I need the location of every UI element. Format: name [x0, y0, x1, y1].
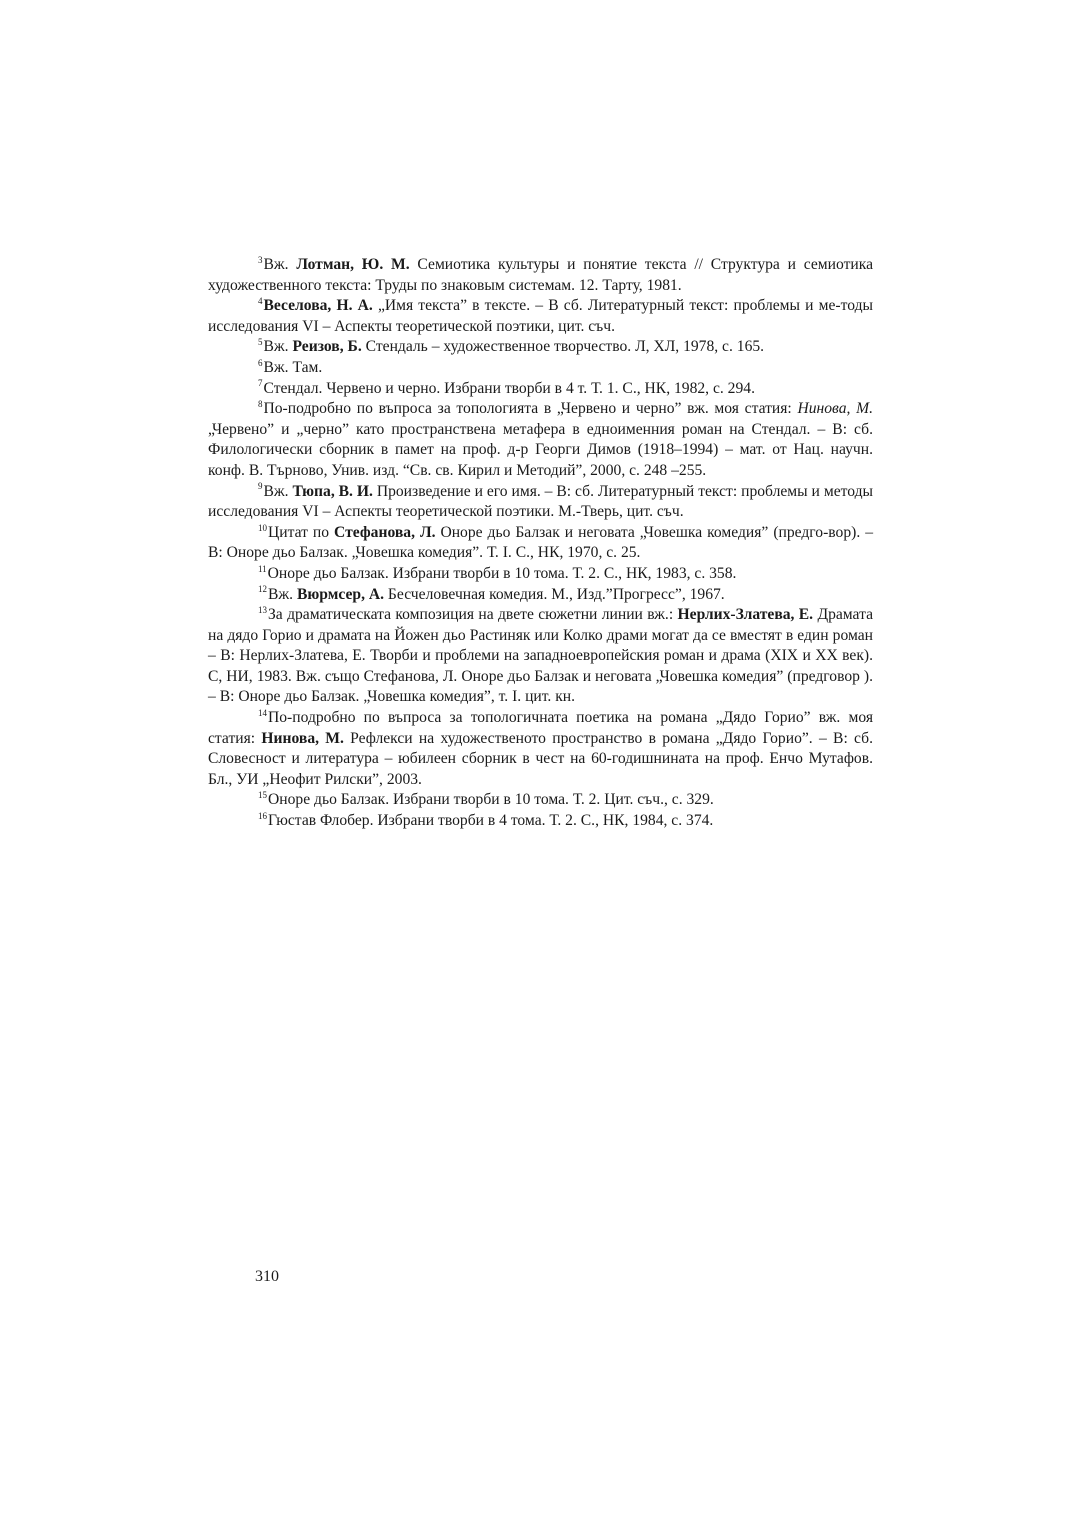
footnote-text: Вж.: [268, 585, 297, 603]
footnote-text: Бесчеловечная комедия. М., Изд.”Прогресс”, 1967.: [384, 585, 725, 603]
footnote-text: Оноре дьо Балзак. Избрани творби в 10 тома. Т. 2. С., НК, 1983, с. 358.: [267, 564, 737, 582]
footnote-text: Семиотика культуры и понятие текста // Структура и семиотика художественного текста: Труды по знаковым системам. 12. Тарту, 1981.: [208, 256, 873, 294]
footnote-text: Вж.: [263, 482, 293, 500]
footnote-text: По-подробно по въпроса за топологичната поетика на романа „Дядо Горио” вж. моя статия:: [208, 709, 873, 747]
footnote-text: Стендал. Червено и черно. Избрани творби в 4 т. Т. 1. С., НК, 1982, с. 294.: [263, 379, 755, 397]
footnote: [208, 708, 873, 790]
footnote-text: Оноре дьо Балзак и неговата „Човешка комедия” (предго-вор). – В: Оноре дьо Балзак. „Човешка комедия”. Т. I. С., НК, 1970, с. 25.: [208, 523, 874, 562]
footnote-number: 16: [258, 810, 267, 821]
footnote: [208, 255, 873, 296]
footnote-number: 4: [258, 296, 263, 306]
footnote-number: 5: [258, 337, 263, 348]
footnote-text: По-подробно по въпроса за топологията в „Червено и черно” вж. моя статия:: [263, 400, 798, 418]
footnote-author: Веселова, Н. А.: [263, 297, 373, 315]
footnote-text: Драмата на дядо Горио и драмата на Йожен дьо Растиняк или Колко драми могат да се вместят в един роман – В: Нерлих-Златева, Е. Творби и проблеми на западноевропейския роман и драма (XIX и XX век). С, НИ, 1983. Вж. също Стефанова, Л. Оноре дьо Балзак и неговата „Човешка комедия” (предговор ). – В: Оноре дьо Балзак. „Човешка комедия”, т. I. цит. кн.: [208, 606, 874, 706]
footnote: [208, 523, 873, 564]
footnote: [208, 564, 873, 585]
footnote-text: Вж.: [263, 256, 297, 273]
footnote-text: Рефлекси на художественото пространство в романа „Дядо Горио”. – В: сб. Словесност и литература – юбилеен сборник в чест на 60-годишнината на проф. Енчо Мутафов. Бл., УИ „Неофит Рилски”, 2003.: [208, 729, 873, 788]
footnote-text: За драматическата композиция на двете сюжетни линии вж.:: [268, 606, 678, 624]
footnote-text: „Червено” и „черно” като пространствена метафера в едноименния роман на Стендал. – В: сб. Филологически сборник в памет на проф. д-р Георги Димов (1918–1994) – мат. от Нац. научн. конф. В. Търново, Унив. изд. “Св. св. Кирил и Методий”, 2000, с. 248 –255.: [208, 420, 873, 479]
footnote-number: 15: [258, 790, 267, 801]
footnote: [208, 811, 873, 832]
footnote-author: Стефанова, Л.: [334, 523, 436, 541]
footnote-number: 11: [258, 563, 267, 574]
footnote-italic: Нинова, М.: [797, 400, 873, 418]
footnote-number: 10: [258, 522, 267, 533]
footnote-number: 13: [258, 604, 267, 615]
footnote-text: „Имя текста” в тексте. – В сб. Литературный текст: проблемы и ме-тоды исследования VI – Аспекты теоретической поэтики, цит. съч.: [208, 297, 873, 335]
footnote: [208, 296, 873, 337]
footnote-number: 3: [258, 254, 263, 265]
footnote-number: 6: [258, 357, 263, 368]
footnote: [208, 337, 873, 358]
footnote: [208, 790, 873, 811]
footnote-author: Лотман, Ю. М.: [296, 256, 410, 273]
footnote-number: 9: [258, 481, 263, 492]
footnote: [208, 482, 873, 523]
footnote: [208, 358, 873, 379]
footnote-text: Стендаль – художественное творчество. Л, ХЛ, 1978, с. 165.: [361, 338, 765, 356]
footnote-number: 12: [258, 584, 267, 595]
footnote-number: 8: [258, 398, 263, 409]
footnote-text: Вж. Там.: [263, 358, 323, 376]
footnote-text: Произведение и его имя. – В: сб. Литературный текст: проблемы и методы исследования VI – Аспекты теоретической поэтики. М.-Тверь, цит. съч.: [208, 482, 873, 521]
footnote: [208, 399, 873, 481]
footnote: [208, 585, 873, 606]
footnote: [208, 379, 873, 400]
footnote-author: Вюрмсер, А.: [296, 585, 385, 603]
footnote-text: Оноре дьо Балзак. Избрани творби в 10 тома. Т. 2. Цит. съч., с. 329.: [268, 791, 714, 809]
footnote-author: Нинова, М.: [261, 729, 344, 747]
page-number: 310: [255, 1268, 279, 1285]
footnote: [208, 605, 873, 708]
footnote-text: Гюстав Флобер. Избрани творби в 4 тома. Т. 2. С., НК, 1984, с. 374.: [268, 812, 714, 830]
footnote-number: 14: [258, 707, 267, 718]
footnote-text: Цитат по: [268, 523, 335, 541]
footnote-author: Реизов, Б.: [292, 338, 362, 356]
footnote-author: Нерлих-Златева, Е.: [677, 606, 814, 624]
footnotes-block: [208, 255, 873, 832]
footnote-text: Вж.: [263, 338, 293, 356]
footnote-author: Тюпа, В. И.: [292, 482, 373, 500]
footnote-number: 7: [258, 378, 263, 389]
